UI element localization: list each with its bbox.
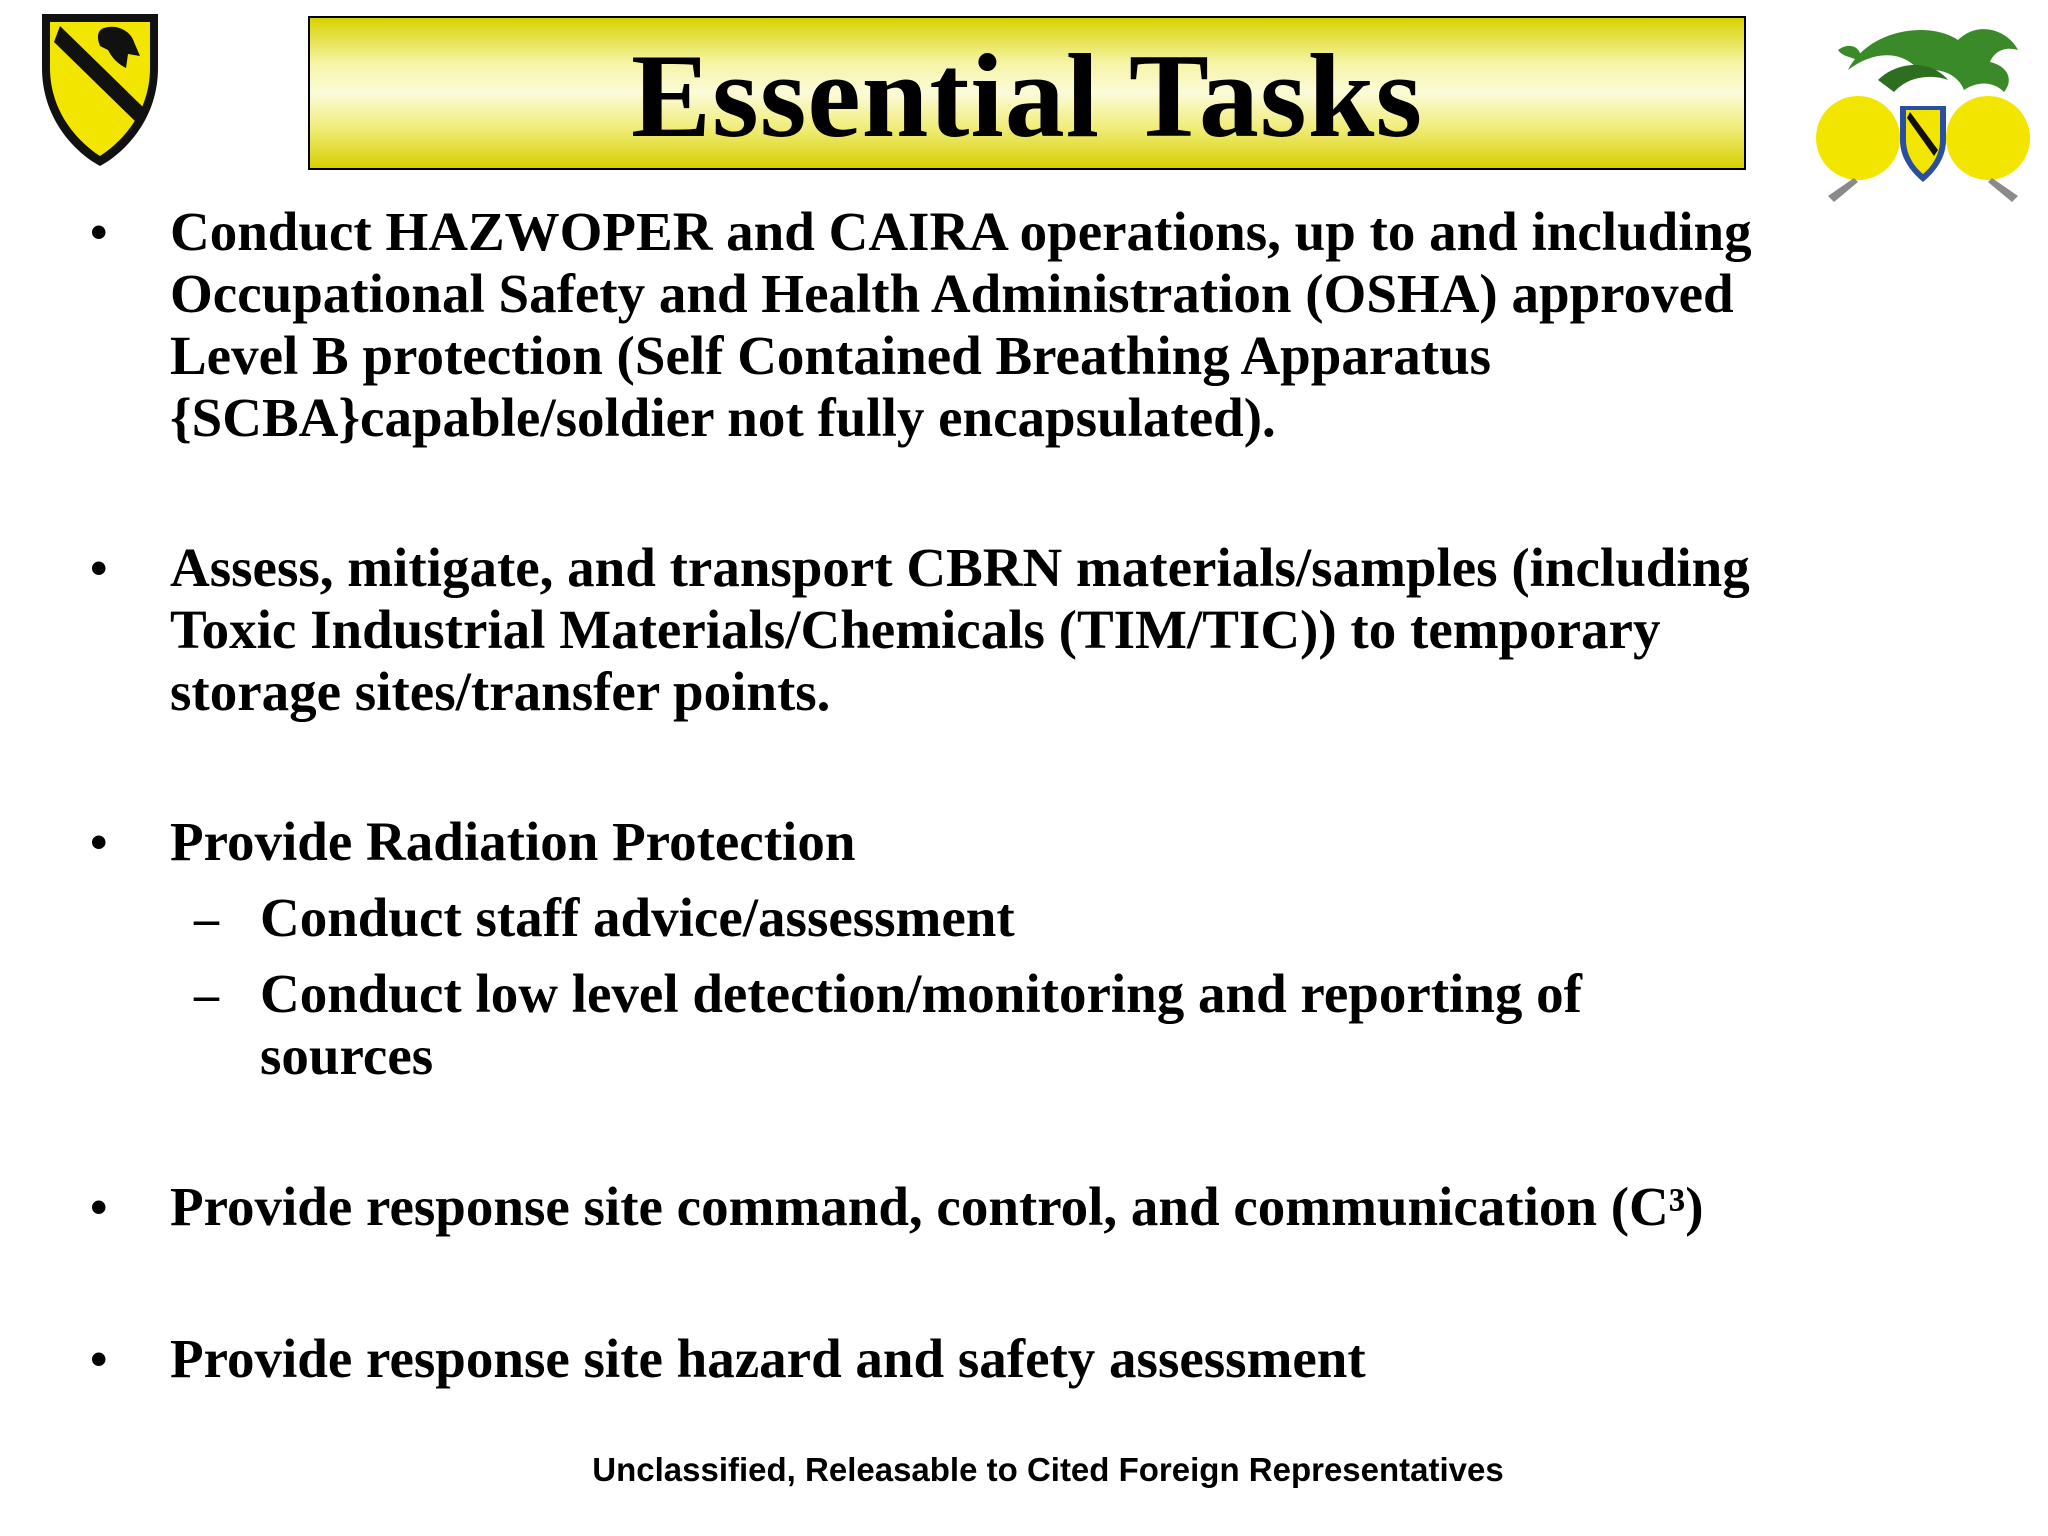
bullet-marker: •: [90, 540, 108, 596]
bullet-marker: •: [90, 204, 108, 260]
sub-bullet-text: Conduct staff advice/assessment: [260, 887, 1015, 948]
bullet-text: Provide response site command, control, and communication (C³): [170, 1176, 1704, 1237]
sub-bullet-text: Conduct low level detection/monitoring and reporting of sources: [260, 963, 1582, 1086]
slide-title: Essential Tasks: [630, 29, 1424, 162]
bullet-text: Assess, mitigate, and transport CBRN materials/samples (including Toxic Industrial Materials/Chemicals (TIM/TIC)) to temporary storage sites/transfer points.: [170, 537, 1750, 722]
bullet-text: Conduct HAZWOPER and CAIRA operations, up to and including Occupational Safety and Health Administration (OSHA) approved Level B protection (Self Contained Breathing Apparatus {SCBA}capable/soldier not fully encapsulated).: [170, 201, 1752, 448]
bullet-text: Provide response site hazard and safety assessment: [170, 1328, 1366, 1389]
dash-marker: –: [194, 966, 219, 1022]
bullet-marker: •: [90, 1179, 108, 1235]
bullet-marker: •: [90, 1331, 108, 1387]
dash-marker: –: [194, 890, 219, 946]
classification-footer: Unclassified, Releasable to Cited Foreign Representatives: [592, 1451, 1504, 1488]
bullet-marker: •: [90, 814, 108, 870]
bullet-text: Provide Radiation Protection: [170, 811, 856, 872]
